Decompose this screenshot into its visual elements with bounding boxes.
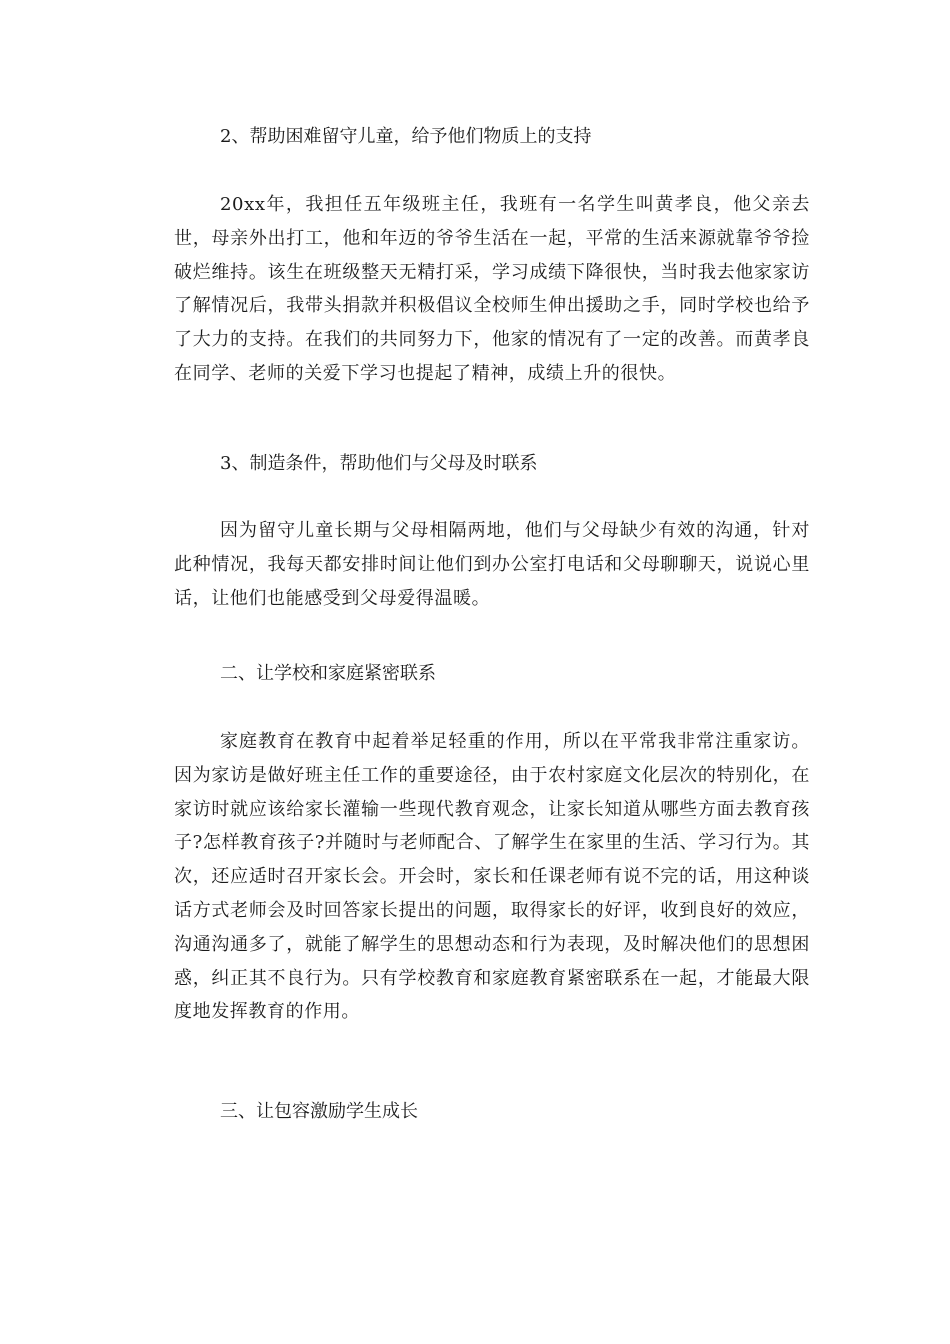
section-heading-tolerance: 三、让包容激励学生成长 [220,1101,418,1122]
paragraph-phone-parents: 因为留守儿童长期与父母相隔两地，他们与父母缺少有效的沟通，针对此种情况，我每天都安排时间让他们到办公室打电话和父母聊聊天，说说心里话，让他们也能感受到父母爱得温暖。 [174,520,810,609]
paragraph-home-visits: 家庭教育在教育中起着举足轻重的作用，所以在平常我非常注重家访。因为家访是做好班主任工作的重要途径，由于农村家庭文化层次的特别化，在家访时就应该给家长灌输一些现代教育观念，让家长知道从哪些方面去教育孩子?怎样教育孩子?并随时与老师配合、了解学生在家里的生活、学习行为。其次，还应适时召开家长会。开会时，家长和任课老师有说不完的话，用这种谈话方式老师会及时回答家长提出的问题，取得家长的好评，收到良好的效应，沟通沟通多了，就能了解学生的思想动态和行为表现，及时解决他们的思想困惑，纠正其不良行为。只有学校教育和家庭教育紧密联系在一起，才能最大限度地发挥教育的作用。 [174,731,810,1023]
section-heading-school-family: 二、让学校和家庭紧密联系 [220,663,436,684]
paragraph-student-story: 20xx年，我担任五年级班主任，我班有一名学生叫黄孝良，他父亲去世，母亲外出打工，他和年迈的爷爷生活在一起，平常的生活来源就靠爷爷捡破烂维持。该生在班级整天无精打采，学习成绩下降很快，当时我去他家家访了解情况后，我带头捐款并积极倡议全校师生伸出援助之手，同时学校也给予了大力的支持。在我们的共同努力下，他家的情况有了一定的改善。而黄孝良在同学、老师的关爱下学习也提起了精神，成绩上升的很快。 [174,194,810,384]
section-heading-parent-contact: 3、制造条件，帮助他们与父母及时联系 [220,453,538,474]
section-heading-material-support: 2、帮助困难留守儿童，给予他们物质上的支持 [220,126,592,147]
